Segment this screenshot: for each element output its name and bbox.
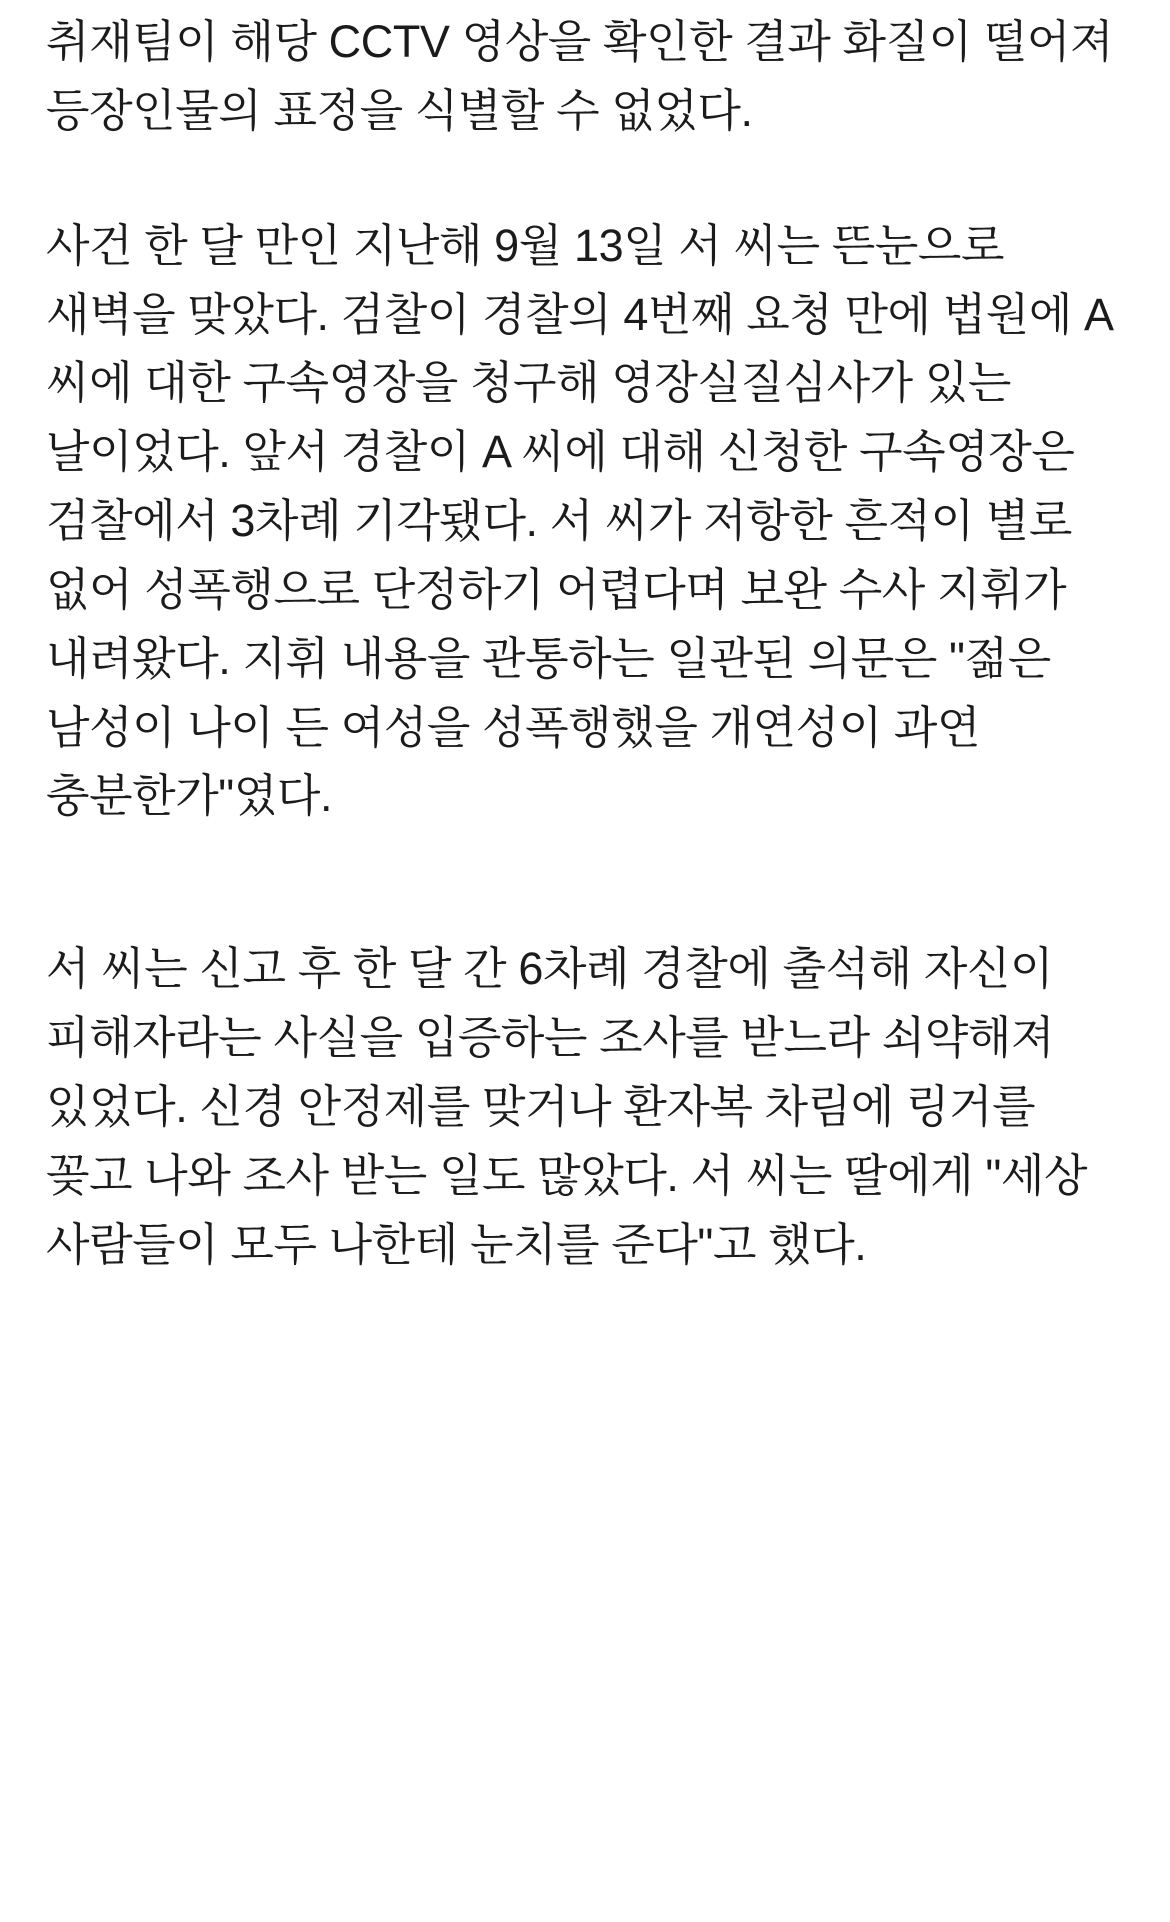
paragraph-spacer bbox=[46, 146, 1124, 212]
paragraph-spacer bbox=[46, 831, 1124, 935]
article-paragraph-3: 서 씨는 신고 후 한 달 간 6차례 경찰에 출석해 자신이 피해자라는 사실을 입증하는 조사를 받느라 쇠약해져 있었다. 신경 안정제를 맞거나 환자복 차림에 링거를 꽂고 나와 조사 받는 일도 많았다. 서 씨는 딸에게 "세상 사람들이 모두 나한테 눈치를 준다"고 했다. bbox=[46, 943, 1088, 1270]
article-paragraph-1: 취재팀이 해당 CCTV 영상을 확인한 결과 화질이 떨어져 등장인물의 표정을 식별할 수 없었다. bbox=[46, 16, 1114, 136]
article-paragraph-2: 사건 한 달 만인 지난해 9월 13일 서 씨는 뜬눈으로 새벽을 맞았다. 검찰이 경찰의 4번째 요청 만에 법원에 A 씨에 대한 구속영장을 청구해 영장실질심사가 있는 날이었다. 앞서 경찰이 A 씨에 대해 신청한 구속영장은 검찰에서 3차례 기각됐다. 서 씨가 저항한 흔적이 별로 없어 성폭행으로 단정하기 어렵다며 보완 수사 지휘가 내려왔다. 지휘 내용을 관통하는 일관된 의문은 "젊은 남성이 나이 든 여성을 성폭행했을 개연성이 과연 충분한가"였다. bbox=[46, 219, 1112, 822]
